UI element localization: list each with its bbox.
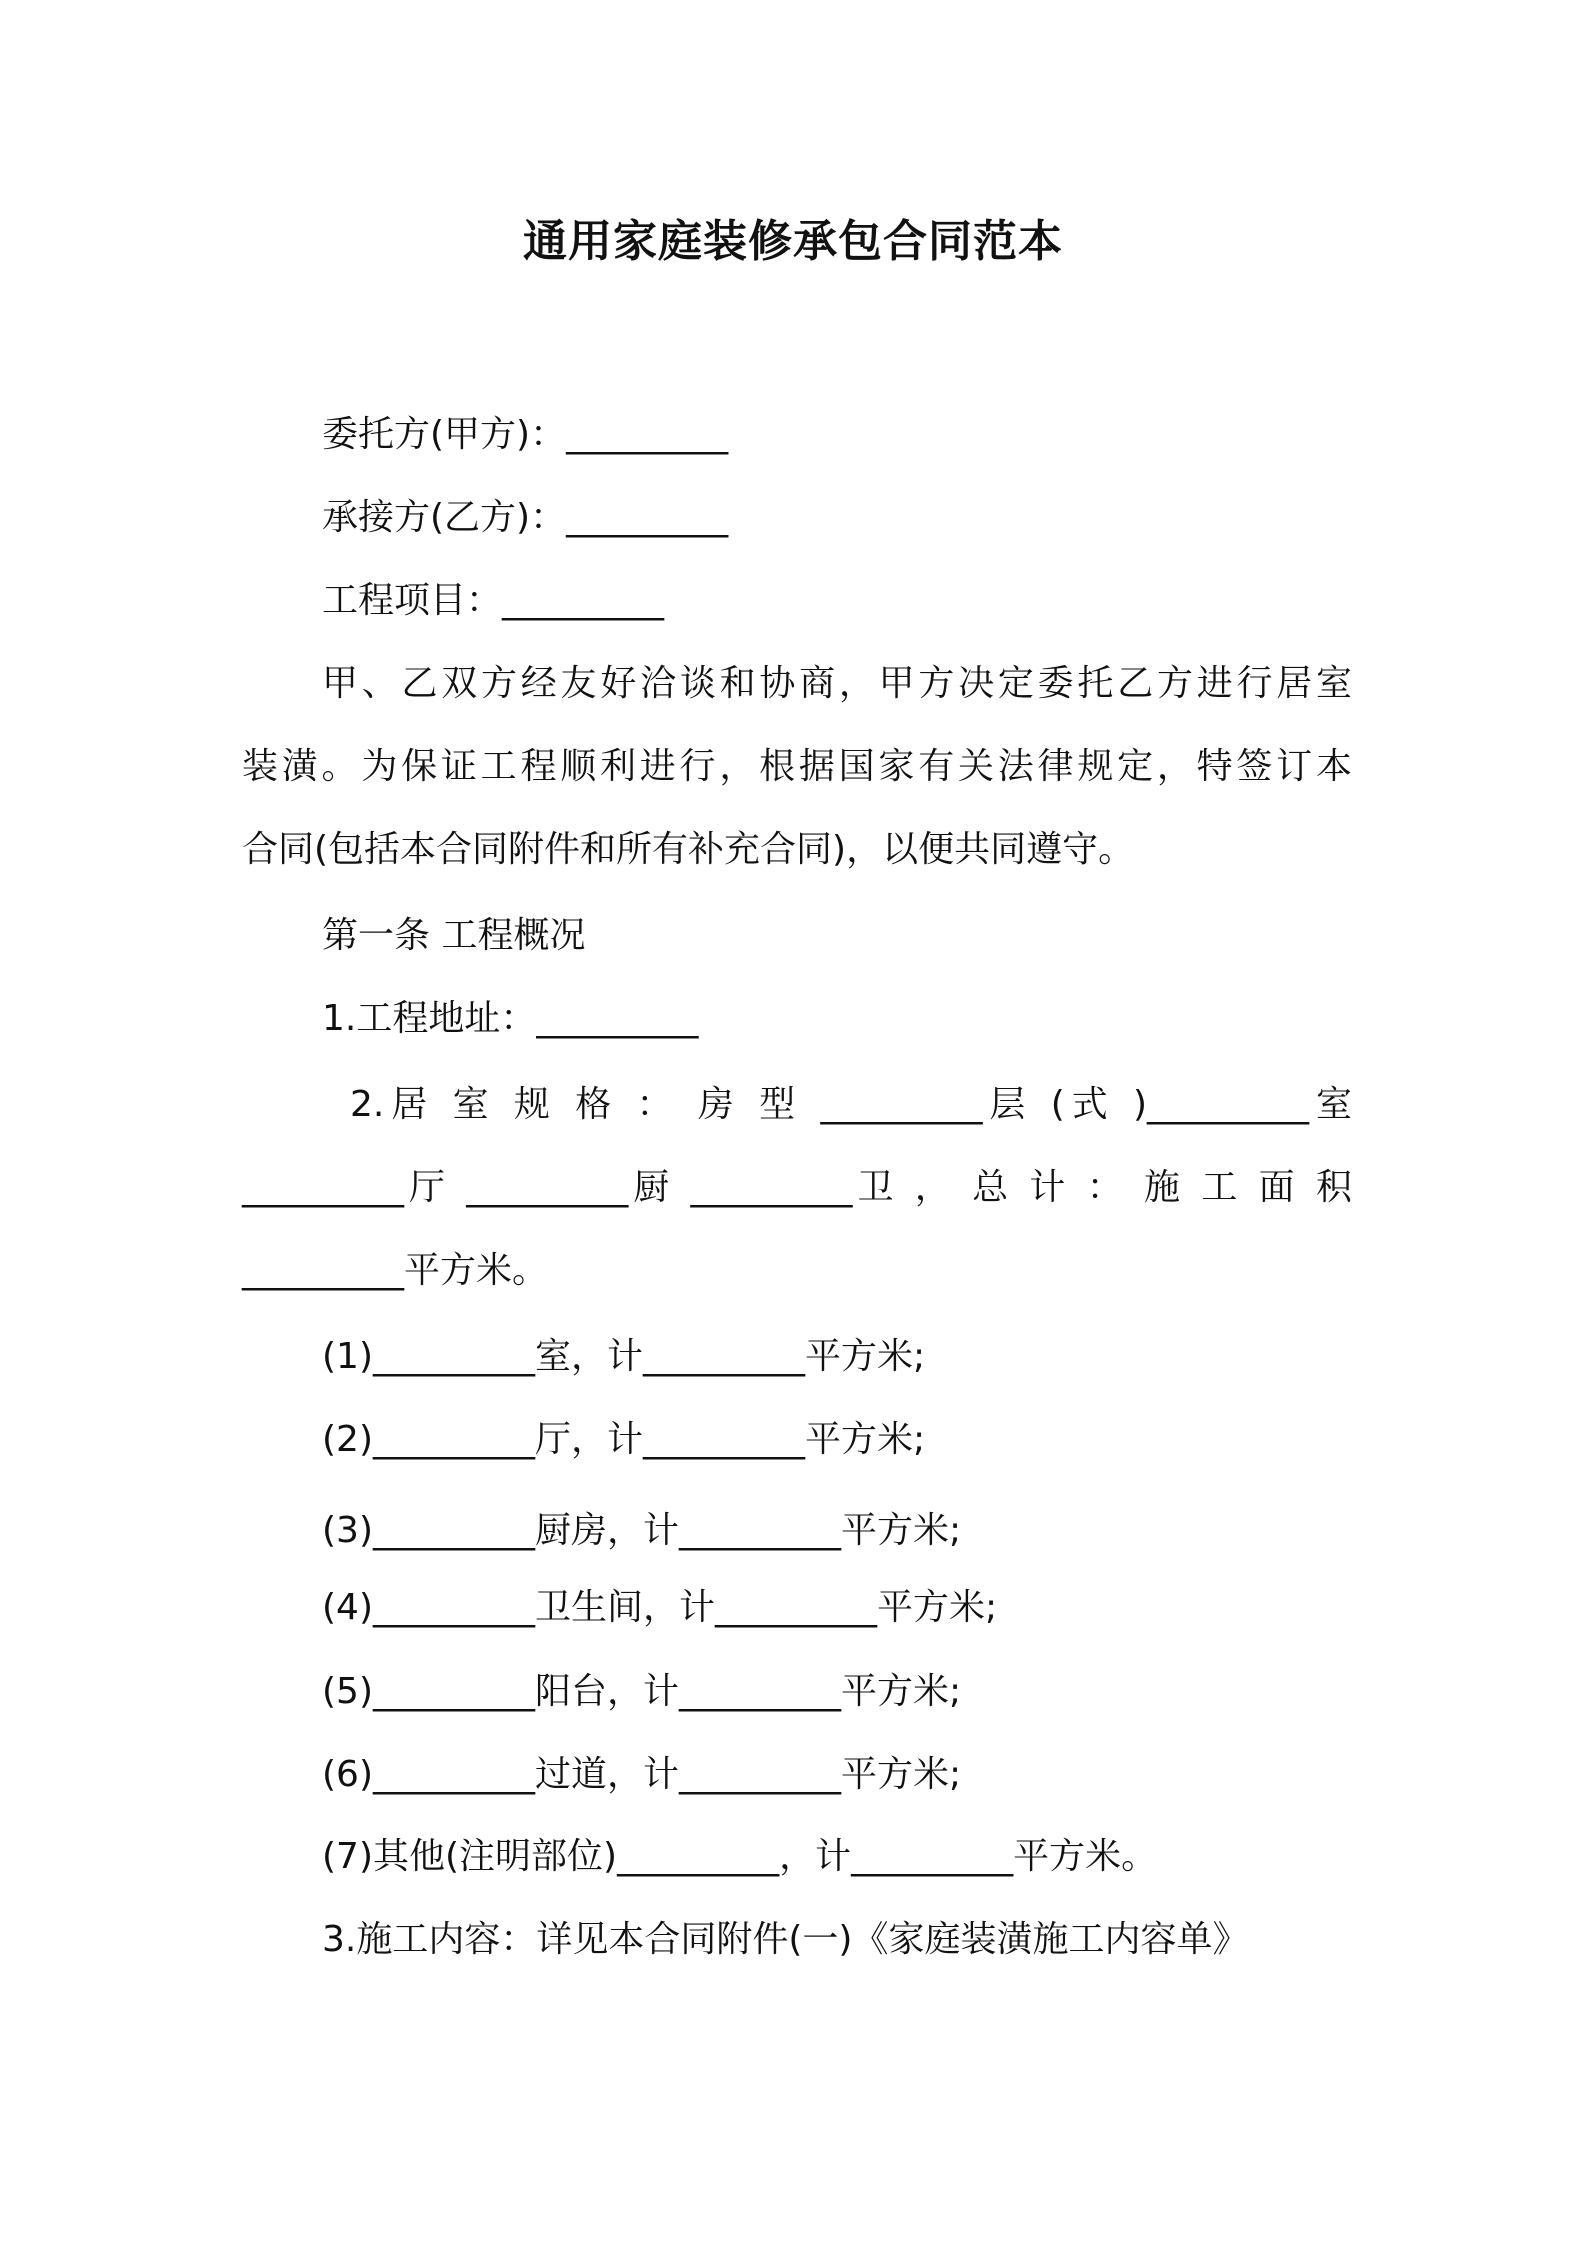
intro-paragraph-line-3: 合同(包括本合同附件和所有补充合同)，以便共同遵守。	[242, 829, 1135, 870]
document-title: 通用家庭装修承包合同范本	[523, 216, 1063, 267]
room-item: (2)_________厅，计_________平方米;	[322, 1419, 926, 1460]
room-item: (4)_________卫生间，计_________平方米;	[322, 1587, 998, 1628]
room-item: (6)_________过道，计_________平方米;	[322, 1754, 962, 1795]
item-1-address: 1.工程地址：_________	[322, 998, 699, 1039]
item-2-spec-line-1: 2.居 室 规 格 ： 房 型 _________层 (式 )_________室	[350, 1084, 1352, 1125]
room-item: (7)其他(注明部位)_________，计_________平方米。	[322, 1836, 1158, 1877]
room-item: (3)_________厨房，计_________平方米;	[322, 1510, 962, 1551]
intro-paragraph-line-1: 甲、乙双方经友好洽谈和协商，甲方决定委托乙方进行居室	[322, 663, 1352, 704]
item-2-spec-line-3: _________平方米。	[242, 1250, 549, 1291]
party-a-line: 委托方(甲方)：_________	[322, 414, 729, 455]
party-b-line: 承接方(乙方)：_________	[322, 497, 729, 538]
article-1-heading: 第一条 工程概况	[322, 915, 586, 956]
room-item: (5)_________阳台，计_________平方米;	[322, 1671, 962, 1712]
intro-paragraph-line-2: 装潢。为保证工程顺利进行，根据国家有关法律规定，特签订本	[242, 746, 1352, 787]
project-line: 工程项目：_________	[322, 580, 665, 621]
item-2-spec-line-2: _________厅 _________厨 _________卫 ， 总 计 ： 施 工 面 积	[242, 1167, 1352, 1208]
item-3-content: 3.施工内容：详见本合同附件(一)《家庭装潢施工内容单》	[322, 1919, 1249, 1960]
room-item: (1)_________室，计_________平方米;	[322, 1336, 926, 1377]
